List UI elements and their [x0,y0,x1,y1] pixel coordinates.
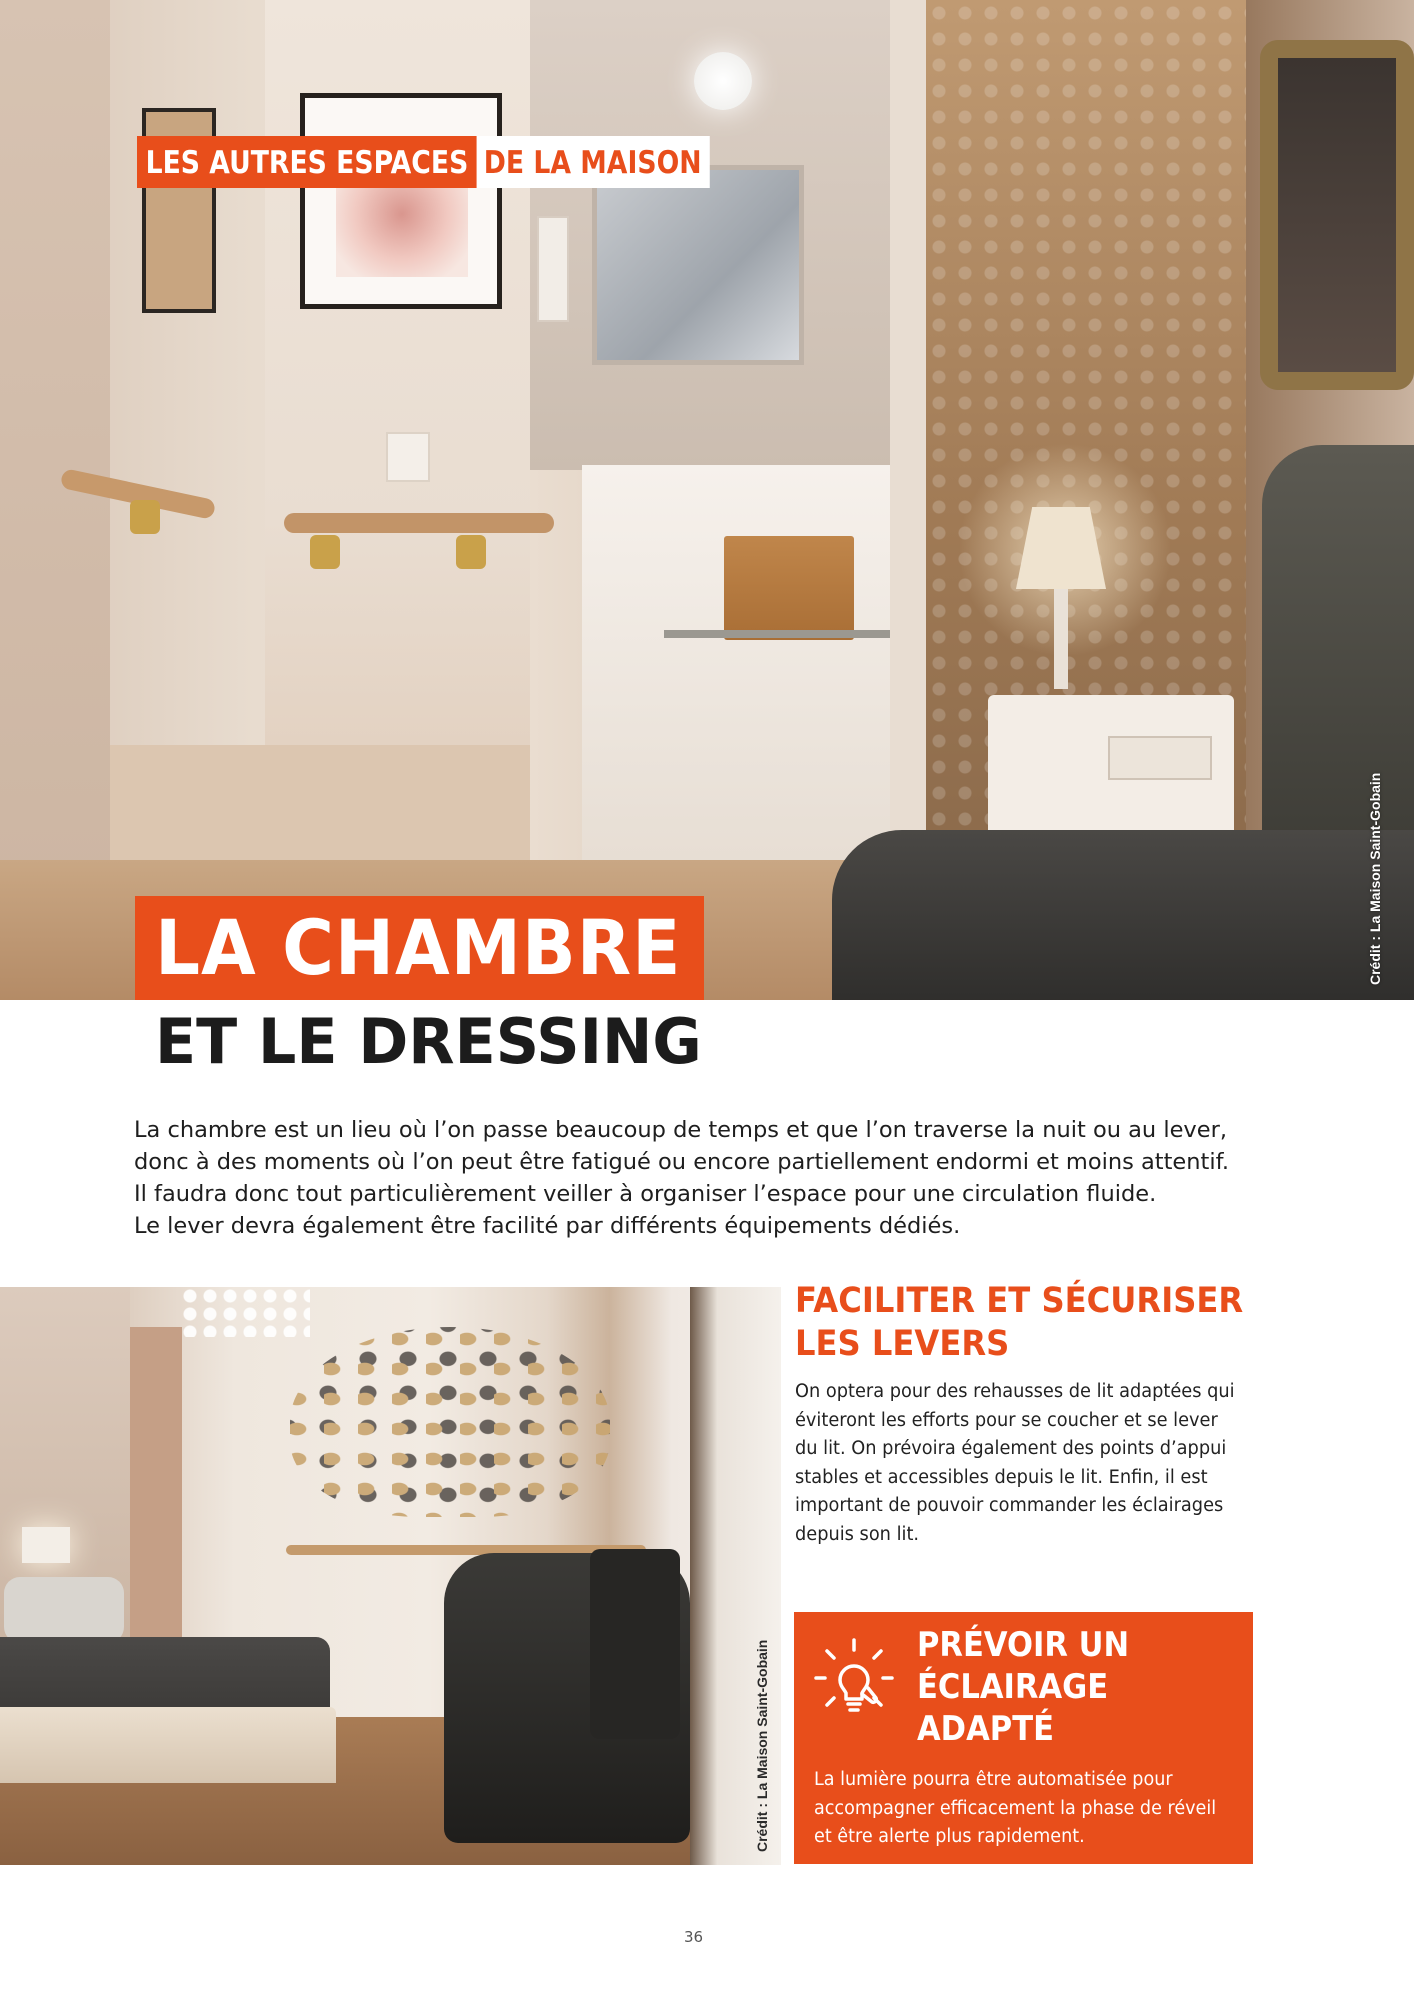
intro-line: Le lever devra également être facilité par différents équipements dédiés. [134,1213,961,1239]
hero-rail-bracket [130,500,160,534]
hero-lamp-base [1054,589,1068,689]
bedroom-lamp [22,1527,70,1563]
hero-towel [724,536,854,640]
bedroom-bed-base [0,1707,336,1783]
hero-door-frame [890,0,926,880]
body-line: On optera pour des rehausses de lit adaptées qui [795,1381,1235,1402]
bedroom-pillow [4,1577,124,1643]
section-tag [137,136,710,188]
hero-grab-rail [284,513,554,533]
bedroom-chair-blanket [590,1549,680,1739]
body-line: du lit. On prévoira également des points d’appui [795,1438,1227,1460]
section-heading-levers [795,1280,1310,1366]
section-body-levers [795,1378,1275,1550]
callout-title-line: PRÉVOIR UN [917,1625,1130,1665]
body-line: important de pouvoir commander les éclairages [795,1495,1224,1517]
hero-wall-sconce [694,52,752,110]
section-tag-primary: LES AUTRES ESPACES [137,136,477,188]
hero-rail-bracket [456,535,486,569]
hero-bed [832,830,1414,1000]
page-title: LA CHAMBRE [155,903,682,992]
body-line: éviteront les efforts pour se coucher et se lever [795,1409,1218,1431]
bedroom-chandelier [180,1287,310,1337]
hero-nightstand-drawer [1108,736,1212,780]
hero-rail-bracket [310,535,340,569]
page-number: 36 [684,1928,704,1946]
callout-body [814,1766,1244,1852]
callout-title-line: ADAPTÉ [917,1709,1054,1749]
bedroom-wall-branch-decor [290,1327,610,1517]
hero-gilded-mirror [1260,40,1414,390]
callout-title-line: ÉCLAIRAGE [917,1667,1109,1707]
hero-light-switch [386,432,430,482]
intro-line: Il faudra donc tout particulièrement veiller à organiser l’espace pour une circulation fluide. [134,1181,1157,1207]
hero-vanity [582,465,892,860]
callout-title [917,1624,1129,1750]
section-heading-line: LES LEVERS [795,1324,1010,1364]
bedroom-photo [0,1287,781,1865]
hero-photo-credit: Crédit : La Maison Saint-Gobain [1367,772,1383,985]
intro-line: donc à des moments où l’on peut être fatigué ou encore partiellement endormi et moins attentif. [134,1149,1230,1175]
body-line: depuis son lit. [795,1523,920,1545]
hero-left-wall [0,0,110,880]
callout-body-line: et être alerte plus rapidement. [814,1826,1085,1848]
intro-line: La chambre est un lieu où l’on passe beaucoup de temps et que l’on traverse la nuit ou au lever, [134,1117,1227,1143]
section-heading-line: FACILITER ET SÉCURISER [795,1281,1244,1321]
callout-body-line: accompagner efficacement la phase de réveil [814,1797,1217,1819]
hero-outlet [537,216,569,322]
hero-towel-bar [664,630,894,638]
body-line: stables et accessibles depuis le lit. Enfin, il est [795,1466,1208,1488]
page-subtitle: ET LE DRESSING [155,1005,702,1078]
lightbulb-idea-icon [812,1636,896,1720]
section-tag-secondary: DE LA MAISON [477,136,710,188]
bedroom-photo-credit: Crédit : La Maison Saint-Gobain [754,1639,770,1852]
callout-body-line: La lumière pourra être automatisée pour [814,1769,1173,1790]
hero-armchair [1262,445,1414,865]
hero-bathroom-mirror [592,165,804,365]
intro-paragraph [134,1114,1274,1242]
